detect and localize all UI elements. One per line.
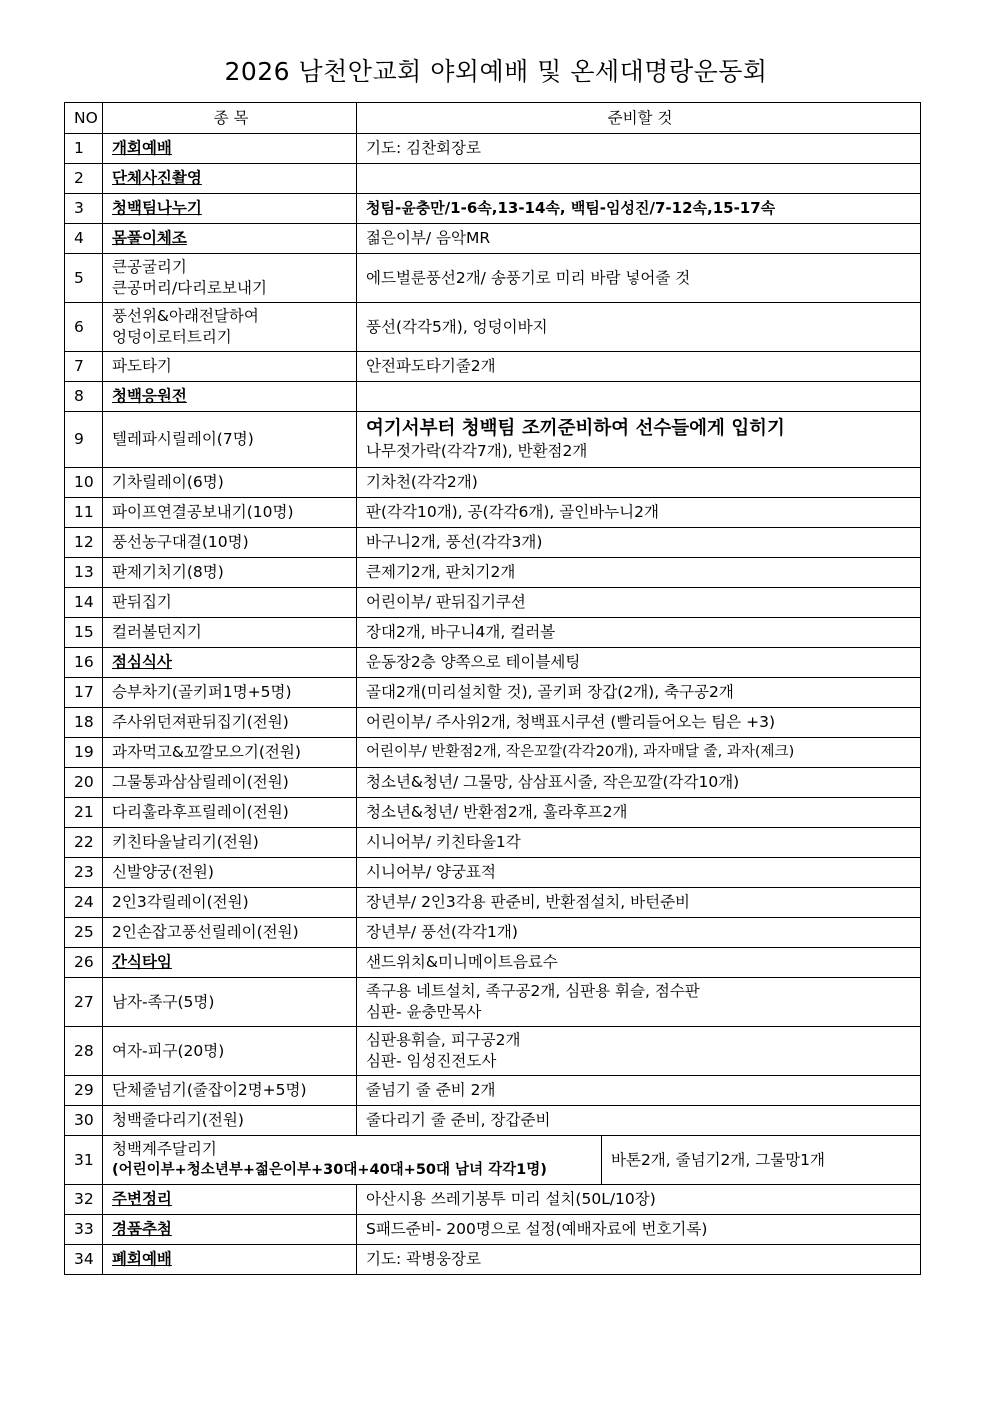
table-row bbox=[65, 1185, 921, 1215]
row-event: 2인3각릴레이(전원) bbox=[103, 888, 357, 918]
row-no: 22 bbox=[65, 828, 103, 858]
row-event: 개회예배 bbox=[103, 134, 357, 164]
table-row bbox=[65, 888, 921, 918]
header-event: 종 목 bbox=[103, 103, 357, 134]
row-no: 3 bbox=[65, 194, 103, 224]
row-event-line: 청백계주달리기 bbox=[112, 1140, 217, 1158]
row-prep bbox=[357, 382, 921, 412]
table-row bbox=[65, 254, 921, 303]
row-prep: 어린이부/ 주사위2개, 청백표시쿠션 (빨리들어오는 팀은 +3) bbox=[357, 708, 921, 738]
table-row bbox=[65, 1245, 921, 1275]
row-prep-line: 족구용 네트설치, 족구공2개, 심판용 휘슬, 점수판 bbox=[366, 982, 700, 1000]
row-no: 20 bbox=[65, 768, 103, 798]
row-prep: 청소년&청년/ 그물망, 삼삼표시줄, 작은꼬깔(각각10개) bbox=[357, 768, 921, 798]
row-event bbox=[103, 303, 357, 352]
row-prep-line: 심판용휘슬, 피구공2개 bbox=[366, 1031, 521, 1049]
row-event: 청백응원전 bbox=[103, 382, 357, 412]
table-row bbox=[65, 648, 921, 678]
row-event: 과자먹고&꼬깔모으기(전원) bbox=[103, 738, 357, 768]
row-no: 10 bbox=[65, 468, 103, 498]
row-prep: 판(각각10개), 공(각각6개), 골인바누니2개 bbox=[357, 498, 921, 528]
table-row bbox=[65, 1076, 921, 1106]
row-prep: 줄넘기 줄 준비 2개 bbox=[357, 1076, 921, 1106]
row-event: 판제기치기(8명) bbox=[103, 558, 357, 588]
table-row bbox=[65, 738, 921, 768]
table-row bbox=[65, 978, 921, 1027]
row-prep: 아산시용 쓰레기봉투 미리 설치(50L/10장) bbox=[357, 1185, 921, 1215]
row-prep: 기차천(각각2개) bbox=[357, 468, 921, 498]
row-prep: 장년부/ 풍선(각각1개) bbox=[357, 918, 921, 948]
table-row bbox=[65, 134, 921, 164]
row-no: 33 bbox=[65, 1215, 103, 1245]
row-prep: 기도: 김찬회장로 bbox=[357, 134, 921, 164]
row-no: 14 bbox=[65, 588, 103, 618]
row-no: 19 bbox=[65, 738, 103, 768]
row-no: 16 bbox=[65, 648, 103, 678]
row-no: 17 bbox=[65, 678, 103, 708]
row-event: 점심식사 bbox=[103, 648, 357, 678]
row-prep: 청팀-윤충만/1-6속,13-14속, 백팀-임성진/7-12속,15-17속 bbox=[357, 194, 921, 224]
row-prep: 어린이부/ 반환점2개, 작은꼬깔(각각20개), 과자매달 줄, 과자(제크) bbox=[357, 738, 921, 768]
row-no: 30 bbox=[65, 1106, 103, 1136]
row-prep: 샌드위치&미니메이트음료수 bbox=[357, 948, 921, 978]
row-prep bbox=[357, 978, 921, 1027]
table-row bbox=[65, 224, 921, 254]
header-no: NO bbox=[65, 103, 103, 134]
row-event: 컬러볼던지기 bbox=[103, 618, 357, 648]
row-prep: 장대2개, 바구니4개, 컬러볼 bbox=[357, 618, 921, 648]
row-prep: 젊은이부/ 음악MR bbox=[357, 224, 921, 254]
row-event-line: 큰공굴리기 bbox=[112, 258, 187, 276]
row-no: 34 bbox=[65, 1245, 103, 1275]
table-row bbox=[65, 352, 921, 382]
table-row bbox=[65, 528, 921, 558]
row-event bbox=[103, 254, 357, 303]
row-no: 2 bbox=[65, 164, 103, 194]
table-row bbox=[65, 948, 921, 978]
table-row bbox=[65, 858, 921, 888]
table-row bbox=[65, 558, 921, 588]
row-prep-line: 여기서부터 청백팀 조끼준비하여 선수들에게 입히기 bbox=[366, 418, 785, 439]
row-no: 24 bbox=[65, 888, 103, 918]
row-no: 6 bbox=[65, 303, 103, 352]
row-no: 28 bbox=[65, 1027, 103, 1076]
row-event: 청백줄다리기(전원) bbox=[103, 1106, 357, 1136]
row-event: 승부차기(골키퍼1명+5명) bbox=[103, 678, 357, 708]
row-event: 파도타기 bbox=[103, 352, 357, 382]
row-event: 기차릴레이(6명) bbox=[103, 468, 357, 498]
row-event: 신발양궁(전원) bbox=[103, 858, 357, 888]
table-row bbox=[65, 468, 921, 498]
table-row bbox=[65, 768, 921, 798]
row-event: 2인손잡고풍선릴레이(전원) bbox=[103, 918, 357, 948]
row-no: 21 bbox=[65, 798, 103, 828]
table-row bbox=[65, 798, 921, 828]
row-event-line: 풍선위&아래전달하여 bbox=[112, 307, 259, 325]
row-prep: 청소년&청년/ 반환점2개, 훌라후프2개 bbox=[357, 798, 921, 828]
row-prep-line: 나무젓가락(각각7개), 반환점2개 bbox=[366, 442, 588, 460]
row-prep: 줄다리기 줄 준비, 장갑준비 bbox=[357, 1106, 921, 1136]
table-row bbox=[65, 164, 921, 194]
table-row bbox=[65, 412, 921, 468]
row-no: 23 bbox=[65, 858, 103, 888]
row-event bbox=[103, 1136, 602, 1185]
row-prep-line: 심판- 윤충만목사 bbox=[366, 1003, 482, 1021]
row-event: 경품추첨 bbox=[103, 1215, 357, 1245]
table-row bbox=[65, 1106, 921, 1136]
page-title: 2026 남천안교회 야외예배 및 온세대명랑운동회 bbox=[224, 57, 768, 86]
row-event: 몸풀이체조 bbox=[103, 224, 357, 254]
row-event: 텔레파시릴레이(7명) bbox=[103, 412, 357, 468]
row-no: 29 bbox=[65, 1076, 103, 1106]
row-event: 파이프연결공보내기(10명) bbox=[103, 498, 357, 528]
row-prep: 에드벌룬풍선2개/ 송풍기로 미리 바람 넣어줄 것 bbox=[357, 254, 921, 303]
row-no: 18 bbox=[65, 708, 103, 738]
row-no: 15 bbox=[65, 618, 103, 648]
row-event: 키친타울날리기(전원) bbox=[103, 828, 357, 858]
row-event: 남자-족구(5명) bbox=[103, 978, 357, 1027]
row-prep: 큰제기2개, 판치기2개 bbox=[357, 558, 921, 588]
row-event: 단체줄넘기(줄잡이2명+5명) bbox=[103, 1076, 357, 1106]
header-prep: 준비할 것 bbox=[357, 103, 921, 134]
row-no: 12 bbox=[65, 528, 103, 558]
row-event: 다리훌라후프릴레이(전원) bbox=[103, 798, 357, 828]
row-prep: 골대2개(미리설치할 것), 골키퍼 장갑(2개), 축구공2개 bbox=[357, 678, 921, 708]
row-no: 9 bbox=[65, 412, 103, 468]
row-prep: 풍선(각각5개), 엉덩이바지 bbox=[357, 303, 921, 352]
row-no: 4 bbox=[65, 224, 103, 254]
row-no: 26 bbox=[65, 948, 103, 978]
row-prep: S패드준비- 200명으로 설정(예배자료에 번호기록) bbox=[357, 1215, 921, 1245]
row-no: 32 bbox=[65, 1185, 103, 1215]
row-no: 13 bbox=[65, 558, 103, 588]
row-event: 판뒤집기 bbox=[103, 588, 357, 618]
row-prep-line: 심판- 임성진전도사 bbox=[366, 1052, 497, 1070]
table-row bbox=[65, 1215, 921, 1245]
row-no: 31 bbox=[65, 1136, 103, 1185]
table-row bbox=[65, 194, 921, 224]
row-event-line: 큰공머리/다리로보내기 bbox=[112, 279, 267, 297]
row-no: 11 bbox=[65, 498, 103, 528]
table-row bbox=[65, 678, 921, 708]
table-row bbox=[65, 382, 921, 412]
row-prep: 장년부/ 2인3각용 판준비, 반환점설치, 바턴준비 bbox=[357, 888, 921, 918]
row-no: 7 bbox=[65, 352, 103, 382]
row-prep: 안전파도타기줄2개 bbox=[357, 352, 921, 382]
row-prep: 시니어부/ 키친타울1각 bbox=[357, 828, 921, 858]
row-no: 1 bbox=[65, 134, 103, 164]
row-event: 주변정리 bbox=[103, 1185, 357, 1215]
row-event: 풍선농구대결(10명) bbox=[103, 528, 357, 558]
row-prep bbox=[357, 164, 921, 194]
table-row bbox=[65, 708, 921, 738]
table-header-row bbox=[65, 103, 921, 134]
table-row bbox=[65, 1136, 921, 1185]
row-prep: 시니어부/ 양궁표적 bbox=[357, 858, 921, 888]
row-prep: 어린이부/ 판뒤집기쿠션 bbox=[357, 588, 921, 618]
row-event: 간식타임 bbox=[103, 948, 357, 978]
row-prep bbox=[357, 412, 921, 468]
row-no: 5 bbox=[65, 254, 103, 303]
row-event-line: (어린이부+청소년부+젊은이부+30대+40대+50대 남녀 각각1명) bbox=[112, 1162, 547, 1178]
table-row bbox=[65, 618, 921, 648]
row-event: 그물통과삼삼릴레이(전원) bbox=[103, 768, 357, 798]
table-row bbox=[65, 828, 921, 858]
row-prep: 운동장2층 양쪽으로 테이블세팅 bbox=[357, 648, 921, 678]
row-event: 여자-피구(20명) bbox=[103, 1027, 357, 1076]
row-prep bbox=[357, 1027, 921, 1076]
row-event: 청백팀나누기 bbox=[103, 194, 357, 224]
row-event: 단체사진촬영 bbox=[103, 164, 357, 194]
table-row bbox=[65, 1027, 921, 1076]
row-event-line: 엉덩이로터트리기 bbox=[112, 328, 232, 346]
row-event: 주사위던져판뒤집기(전원) bbox=[103, 708, 357, 738]
row-no: 25 bbox=[65, 918, 103, 948]
table-row bbox=[65, 588, 921, 618]
table-row bbox=[65, 303, 921, 352]
row-no: 27 bbox=[65, 978, 103, 1027]
table-row bbox=[65, 918, 921, 948]
row-prep: 바톤2개, 줄넘기2개, 그물망1개 bbox=[602, 1136, 921, 1185]
schedule-table bbox=[64, 102, 921, 1275]
table-row bbox=[65, 498, 921, 528]
row-no: 8 bbox=[65, 382, 103, 412]
row-event: 폐회예배 bbox=[103, 1245, 357, 1275]
row-prep: 기도: 곽병웅장로 bbox=[357, 1245, 921, 1275]
row-prep: 바구니2개, 풍선(각각3개) bbox=[357, 528, 921, 558]
